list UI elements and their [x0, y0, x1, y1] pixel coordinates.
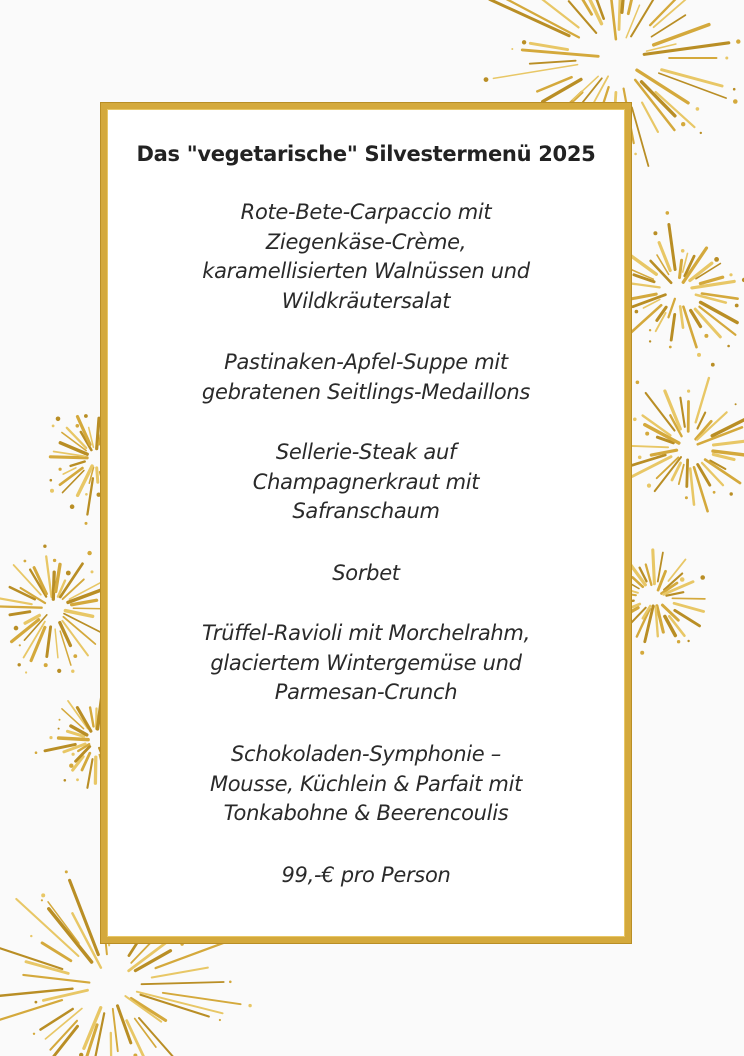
firework-spark	[713, 491, 716, 494]
firework-spark	[484, 77, 489, 82]
course-line: Ziegenkäse-Crème,	[265, 229, 467, 254]
firework-ray	[493, 65, 577, 79]
firework-ray	[687, 460, 688, 487]
firework-spark	[669, 346, 672, 349]
firework-spark	[681, 249, 685, 253]
course-line: Safranschaum	[292, 499, 440, 523]
firework-ray	[696, 378, 709, 422]
firework-ray	[656, 92, 695, 127]
firework-ray	[90, 708, 93, 727]
firework-spark	[730, 492, 733, 495]
firework-ray	[0, 944, 62, 969]
firework-ray	[48, 902, 79, 944]
course-soup	[107, 348, 625, 407]
firework-spark	[65, 870, 68, 873]
firework-spark	[76, 424, 80, 428]
firework-ray	[669, 225, 675, 270]
firework-spark	[700, 575, 705, 580]
firework-ray	[650, 0, 688, 25]
course-line: karamellisierten Walnüssen und	[202, 259, 530, 283]
firework-spark	[44, 663, 48, 667]
firework-ray	[47, 627, 51, 657]
firework-spark	[56, 417, 61, 422]
firework-ray	[646, 393, 675, 431]
firework-spark	[733, 99, 738, 104]
firework-spark	[52, 425, 55, 428]
firework-spark	[696, 107, 700, 111]
firework-ray	[680, 398, 684, 427]
firework-ray	[77, 708, 91, 732]
firework-spark	[687, 640, 689, 642]
course-line: Sorbet	[332, 561, 400, 585]
firework-spark	[71, 670, 74, 673]
firework-ray	[87, 759, 92, 788]
firework-spark	[43, 545, 46, 548]
firework-spark	[645, 432, 649, 436]
firework-ray	[142, 982, 224, 984]
firework-spark	[511, 48, 513, 50]
course-line: Pastinaken-Apfel-Suppe mit	[224, 350, 508, 374]
firework-spark	[41, 893, 45, 897]
firework-spark	[85, 493, 88, 496]
course-line: Champagnerkraut mit	[252, 469, 480, 494]
firework-spark	[19, 644, 21, 646]
firework-spark	[57, 669, 61, 673]
firework-spark	[700, 132, 702, 134]
firework-burst-icon	[612, 363, 744, 511]
firework-ray	[59, 738, 89, 740]
firework-ray	[654, 0, 721, 27]
firework-spark	[25, 671, 27, 673]
firework-ray	[522, 50, 598, 56]
firework-spark	[72, 753, 75, 756]
firework-spark	[640, 651, 644, 655]
course-line: Tonkabohne & Beerencoulis	[223, 801, 509, 825]
firework-ray	[50, 457, 87, 458]
firework-spark	[704, 334, 708, 338]
firework-ray	[665, 391, 680, 429]
firework-spark	[30, 935, 32, 937]
firework-spark	[35, 751, 38, 754]
firework-ray	[71, 462, 85, 466]
course-line: glaciertem Wintergemüse und	[210, 650, 522, 675]
firework-ray	[87, 478, 93, 514]
firework-ray	[671, 314, 675, 340]
course-starter	[107, 198, 625, 316]
firework-spark	[736, 39, 740, 43]
firework-spark	[73, 654, 77, 658]
firework-spark	[50, 479, 53, 482]
firework-spark	[85, 522, 88, 525]
firework-spark	[522, 40, 526, 44]
course-line: Schokoladen-Symphonie –	[231, 742, 501, 766]
firework-spark	[735, 304, 739, 308]
firework-ray	[611, 0, 616, 39]
course-line: Parmesan-Crunch	[274, 680, 458, 704]
firework-spark	[711, 363, 715, 367]
firework-spark	[49, 736, 52, 739]
firework-spark	[697, 353, 701, 357]
firework-ray	[713, 454, 734, 459]
firework-ray	[56, 564, 60, 591]
course-line: Trüffel-Ravioli mit Morchelrahm,	[202, 621, 530, 645]
firework-spark	[41, 899, 43, 901]
course-line: Rote-Bete-Carpaccio mit	[240, 200, 492, 224]
firework-spark	[714, 257, 719, 262]
menu-title: Das "vegetarische" Silvestermenü 2025	[136, 142, 596, 166]
firework-spark	[248, 1004, 251, 1007]
course-line: Mousse, Küchlein & Parfait mit	[209, 771, 523, 796]
firework-spark	[59, 719, 61, 721]
firework-spark	[50, 489, 54, 493]
firework-spark	[14, 626, 19, 631]
firework-spark	[647, 484, 651, 488]
price-text: 99,-€ pro Person	[281, 863, 451, 887]
firework-ray	[690, 469, 694, 505]
firework-spark	[59, 468, 62, 471]
course-main	[107, 619, 625, 708]
firework-ray	[53, 572, 54, 599]
firework-ray	[530, 61, 576, 64]
firework-spark	[681, 122, 685, 126]
firework-spark	[685, 496, 688, 499]
course-line: Sellerie-Steak auf	[275, 440, 457, 464]
menu-card	[101, 103, 631, 943]
firework-ray	[680, 260, 682, 277]
firework-spark	[729, 273, 732, 276]
firework-spark	[727, 345, 730, 348]
firework-spark	[24, 560, 27, 563]
firework-spark	[634, 153, 637, 156]
firework-spark	[649, 340, 651, 342]
firework-ray	[683, 307, 696, 348]
firework-spark	[66, 571, 71, 576]
firework-ray	[0, 597, 32, 604]
firework-ray	[675, 610, 700, 625]
firework-ray	[632, 107, 649, 166]
firework-ray	[46, 556, 51, 597]
firework-spark	[666, 211, 670, 215]
firework-spark	[58, 728, 60, 730]
firework-ray	[627, 446, 668, 448]
firework-spark	[33, 1033, 35, 1035]
menu-price	[107, 861, 625, 891]
firework-spark	[725, 57, 728, 60]
firework-spark	[635, 310, 639, 314]
firework-spark	[653, 231, 657, 235]
firework-spark	[638, 456, 642, 460]
firework-ray	[680, 307, 683, 328]
course-dessert	[107, 740, 625, 829]
course-line: gebratenen Seitlings-Medaillons	[201, 379, 531, 404]
firework-ray	[694, 467, 708, 511]
firework-ray	[0, 607, 42, 608]
course-line: Wildkräutersalat	[281, 288, 451, 313]
firework-spark	[53, 559, 56, 562]
firework-ray	[654, 25, 709, 45]
firework-spark	[633, 418, 637, 422]
firework-ray	[714, 440, 744, 445]
firework-ray	[23, 975, 89, 983]
firework-ray	[163, 993, 241, 1004]
firework-spark	[735, 403, 737, 405]
firework-spark	[677, 640, 680, 643]
firework-ray	[672, 598, 705, 599]
firework-spark	[680, 577, 685, 582]
firework-spark	[229, 981, 232, 984]
firework-spark	[84, 414, 88, 418]
firework-spark	[69, 764, 73, 768]
firework-ray	[674, 603, 704, 611]
firework-spark	[76, 778, 79, 781]
firework-ray	[530, 43, 567, 49]
firework-ray	[152, 968, 208, 978]
firework-spark	[219, 1019, 221, 1021]
firework-spark	[91, 570, 94, 573]
firework-spark	[649, 329, 651, 331]
firework-spark	[87, 551, 91, 555]
firework-ray	[10, 612, 30, 615]
firework-ray	[628, 0, 643, 14]
firework-spark	[70, 504, 75, 509]
firework-ray	[113, 1009, 118, 1051]
firework-spark	[687, 390, 690, 393]
firework-ray	[653, 550, 655, 584]
course-intermediate	[107, 438, 625, 527]
firework-ray	[111, 1033, 112, 1056]
firework-ray	[28, 1026, 78, 1056]
firework-ray	[692, 281, 734, 288]
firework-spark	[733, 88, 736, 91]
firework-ray	[55, 629, 58, 658]
course-sorbet	[107, 559, 625, 589]
firework-spark	[35, 1001, 38, 1004]
firework-ray	[97, 468, 98, 482]
firework-ray	[490, 0, 569, 36]
firework-spark	[636, 381, 640, 385]
firework-spark	[64, 779, 67, 782]
firework-spark	[18, 663, 21, 666]
firework-ray	[139, 1018, 184, 1056]
firework-ray	[619, 0, 620, 30]
